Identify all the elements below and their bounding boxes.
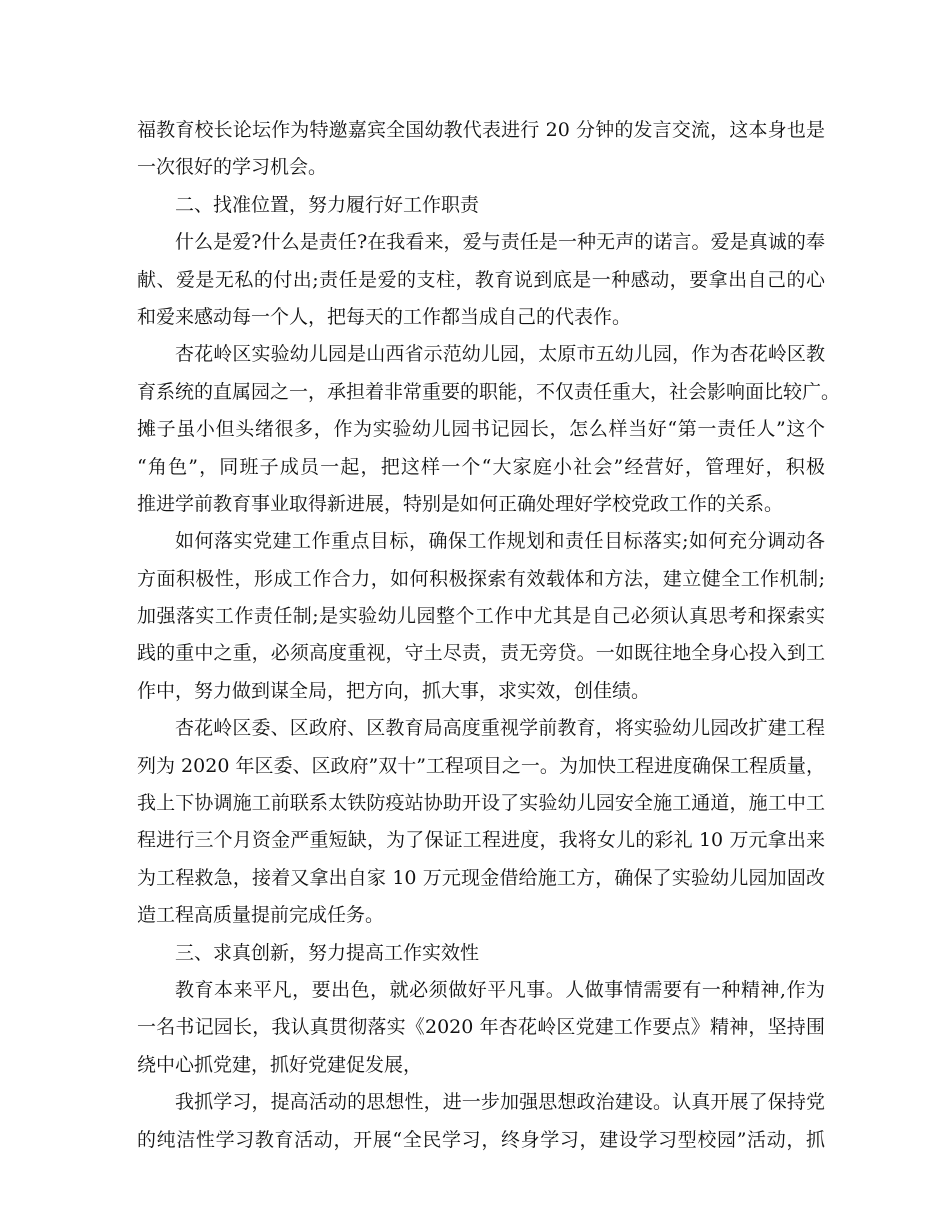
- text-line: 造工程高质量提前完成任务。: [137, 904, 385, 927]
- document-body: [137, 112, 841, 1159]
- text-line: 绕中心抓党建，抓好党建促发展，: [137, 1053, 423, 1076]
- text-line: 杏花岭区实验幼儿园是山西省示范幼儿园，太原市五幼儿园，作为杏花岭区教: [175, 343, 825, 366]
- text-line: 杏花岭区委、区政府、区教育局高度重视学前教育，将实验幼儿园改扩建工程: [175, 717, 825, 740]
- text-line: 和爱来感动每一个人，把每天的工作都当成自己的代表作。: [137, 305, 632, 328]
- text-line: 育系统的直属园之一，承担着非常重要的职能，不仅责任重大，社会影响面比较广。: [137, 380, 841, 403]
- text-line: 方面积极性，形成工作合力，如何积极探索有效载体和方法，建立健全工作机制;: [137, 567, 825, 590]
- text-line: 为工程救急，接着又拿出自家 10 万元现金借给施工方，确保了实验幼儿园加固改: [137, 866, 825, 889]
- heading-line: 三、求真创新，努力提高工作实效性: [175, 941, 480, 964]
- text-line: 作中，努力做到谋全局，把方向，抓大事，求实效，创佳绩。: [137, 679, 651, 702]
- text-line: 加强落实工作责任制;是实验幼儿园整个工作中尤其是自己必须认真思考和探索实: [137, 605, 825, 628]
- paragraph-ordinary: [137, 972, 825, 1084]
- paragraph-study: [137, 1084, 825, 1159]
- text-line: “角色”，同班子成员一起，把这样一个“大家庭小社会”经营好，管理好，积极: [137, 455, 825, 478]
- paragraph-kindergarten: [137, 336, 841, 523]
- section-heading-2: [137, 187, 825, 224]
- heading-line: 二、找准位置，努力履行好工作职责: [175, 193, 480, 216]
- text-line: 的纯洁性学习教育活动，开展“全民学习，终身学习，建设学习型校园”活动，抓: [137, 1128, 825, 1151]
- text-line: 献、爱是无私的付出;责任是爱的支柱，教育说到底是一种感动，要拿出自己的心: [137, 268, 825, 291]
- text-line: 程进行三个月资金严重短缺，为了保证工程进度，我将女儿的彩礼 10 万元拿出来: [137, 829, 825, 852]
- text-line: 什么是爱?什么是责任?在我看来，爱与责任是一种无声的诺言。爱是真诚的奉: [175, 231, 825, 254]
- text-line: 如何落实党建工作重点目标，确保工作规划和责任目标落实;如何充分调动各: [175, 530, 825, 553]
- text-line: 推进学前教育事业取得新进展，特别是如何正确处理好学校党政工作的关系。: [137, 492, 784, 515]
- section-heading-3: [137, 935, 825, 972]
- text-line: 一名书记园长，我认真贯彻落实《2020 年杏花岭区党建工作要点》精神，坚持围: [137, 1016, 825, 1039]
- text-line: 列为 2020 年区委、区政府”双十”工程项目之一。为加快工程进度确保工程质量，: [137, 754, 825, 777]
- text-line: 我抓学习，提高活动的思想性，进一步加强思想政治建设。认真开展了保持党: [175, 1091, 825, 1114]
- paragraph-party-building: [137, 523, 825, 710]
- paragraph-love-duty: [137, 224, 825, 336]
- text-line: 摊子虽小但头绪很多，作为实验幼儿园书记园长，怎么样当好“第一责任人”这个: [137, 418, 825, 441]
- text-line: 我上下协调施工前联系太铁防疫站协助开设了实验幼儿园安全施工通道，施工中工: [137, 792, 825, 815]
- text-line: 践的重中之重，必须高度重视，守土尽责，责无旁贷。一如既往地全身心投入到工: [137, 642, 825, 665]
- text-line: 一次很好的学习机会。: [137, 156, 328, 179]
- text-line: 福教育校长论坛作为特邀嘉宾全国幼教代表进行 20 分钟的发言交流，这本身也是: [137, 119, 825, 141]
- paragraph-expansion: [137, 710, 825, 934]
- paragraph-intro-continuation: [137, 112, 825, 187]
- text-line: 教育本来平凡，要出色，就必须做好平凡事。人做事情需要有一种精神,作为: [175, 978, 825, 1001]
